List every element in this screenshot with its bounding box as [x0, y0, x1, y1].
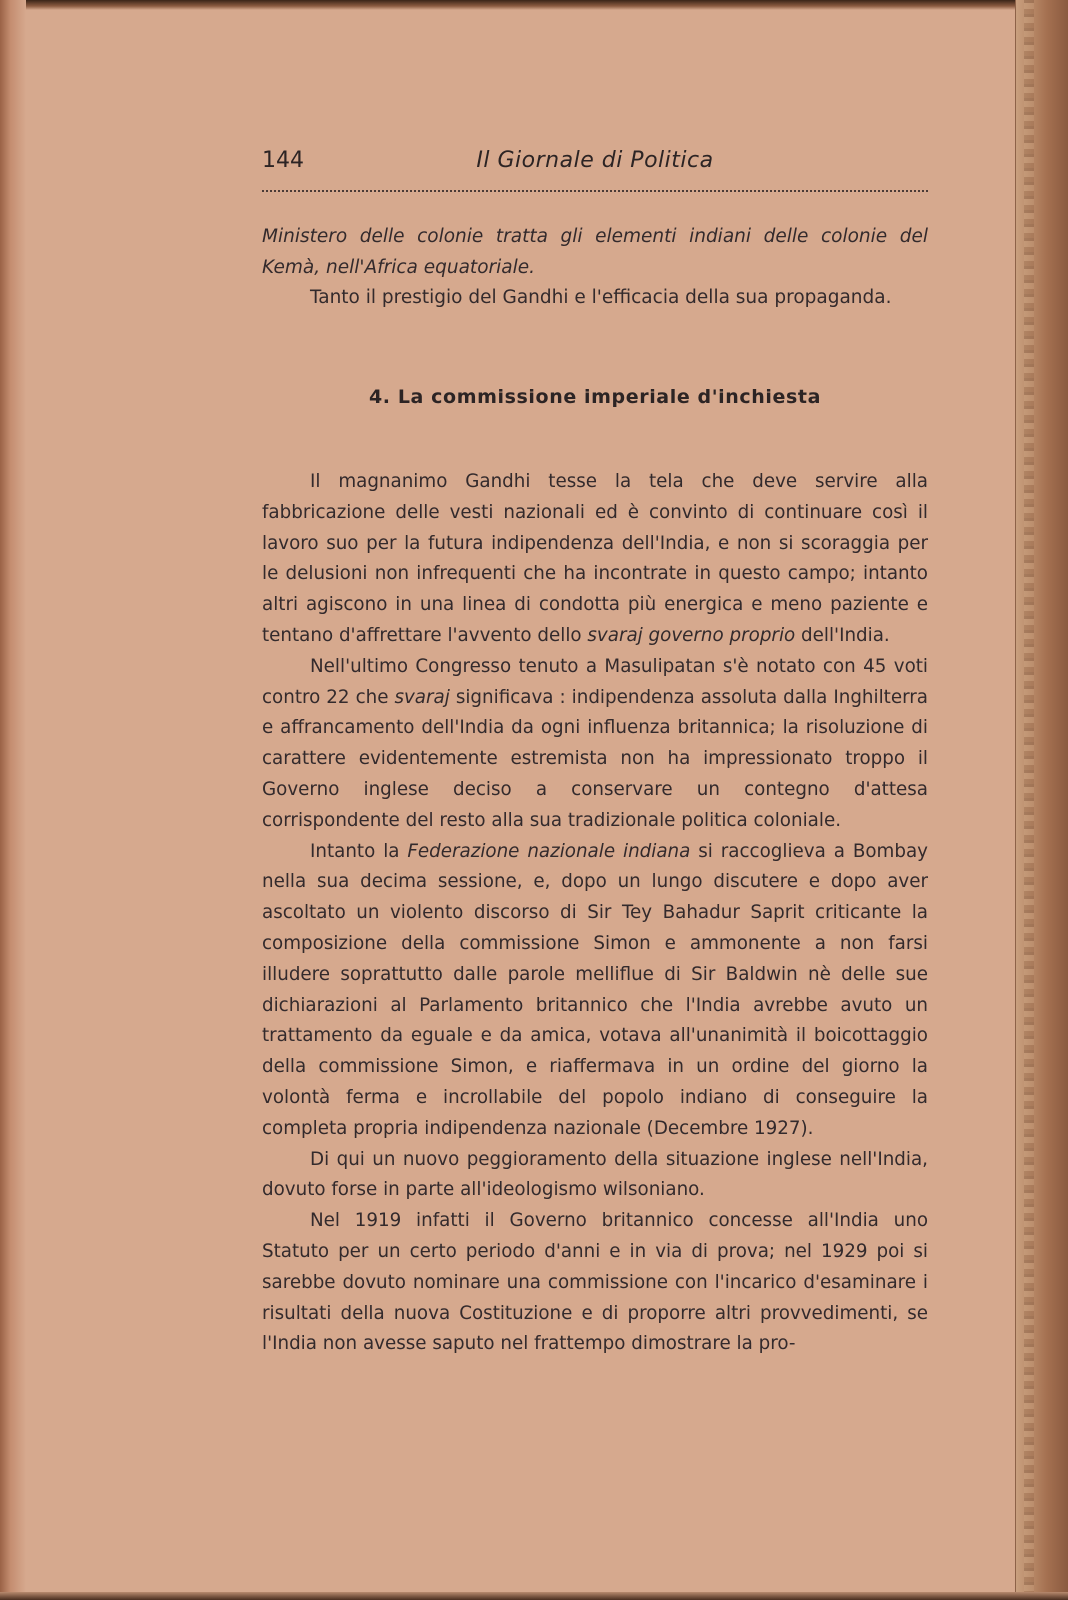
intro-block: [262, 222, 928, 314]
paragraph-3-italic: Federazione nazionale indiana: [407, 840, 691, 862]
section-title: La commissione imperiale d'inchiesta: [397, 386, 821, 408]
page-bottom-edge: [0, 1592, 1068, 1600]
paragraph-1: [262, 467, 928, 652]
paragraph-1-text-a: Il magnanimo Gandhi tesse la tela che deve servire alla fabbricazione delle vesti nazionali ed è convinto di continuare così il lavoro suo per la futura indipendenza dell'India, e non si scoraggia per le delusioni non infrequenti che ha incontrate in questo campo; intanto altri agiscono in una linea di condotta più energica e meno paziente e tentano d'affrettare l'avvento dello: [262, 471, 928, 646]
body-text: [262, 467, 928, 1360]
paragraph-5: Nel 1919 infatti il Governo britannico concesse all'India uno Statuto per un certo periodo d'anni e in via di prova; nel 1929 poi si sarebbe dovuto nominare una commissione con l'incarico d'esaminare i risultati della nuova Costituzione e di proporre altri provvedimenti, se l'India non avesse saputo nel frattempo dimostrare la pro-: [262, 1210, 928, 1355]
section-heading: [262, 386, 928, 408]
page-right-edge: [1015, 0, 1068, 1600]
page-top-edge: [0, 0, 1068, 10]
page-left-edge: [0, 0, 26, 1600]
page-number: 144: [262, 148, 304, 173]
intro-closing-sentence: Tanto il prestigio del Gandhi e l'efficacia della sua propaganda.: [310, 287, 892, 309]
running-title: Il Giornale di Politica: [476, 148, 714, 173]
paragraph-1-italic: svaraj governo proprio: [587, 624, 796, 646]
section-number: 4.: [368, 386, 391, 408]
paragraph-1-text-b: dell'India.: [795, 624, 890, 646]
paragraph-3-text-b: si raccoglieva a Bombay nella sua decima sessione, e, dopo un lungo discutere e dopo aver ascoltato un violento discorso di Sir Tey Bahadur Saprit criticante la composizione della commissione Simon e ammonente a non farsi illudere soprattutto dalle parole melliflue di Sir Baldwin nè delle sue dichiarazioni al Parlamento britannico che l'India avrebbe avuto un trattamento da eguale e da amica, votava all'unanimità il boicottaggio della commissione Simon, e riaffermava in un ordine del giorno la volontà ferma e incrollabile del popolo indiano di conseguire la completa propria indipendenza nazionale (Decembre 1927).: [262, 840, 928, 1139]
paragraph-3-text-a: Intanto la: [310, 840, 408, 862]
paragraph-2: [262, 652, 928, 837]
paragraph-2-text-a: Nell'ultimo Congresso tenuto a Masulipatan s'è notato con 45 voti contro 22 che: [262, 655, 928, 708]
intro-italic-continuation: Ministero delle colonie tratta gli elementi indiani delle colonie del Kemà, nell'Africa equatoriale.: [262, 226, 928, 278]
paragraph-3: [262, 837, 928, 1145]
header-divider: [262, 190, 928, 192]
paragraph-4: Di qui un nuovo peggioramento della situazione inglese nell'India, dovuto forse in parte all'ideologismo wilsoniano.: [262, 1148, 928, 1201]
paragraph-2-text-b: significava : indipendenza assoluta dalla Inghilterra e affrancamento dell'India da ogni influenza britannica; la risoluzione di carattere evidentemente estremista non ha impressionato troppo il Governo inglese deciso a conservare un contegno d'attesa corrispondente del resto alla sua tradizionale politica coloniale.: [262, 686, 928, 831]
paragraph-2-italic: svaraj: [394, 686, 450, 708]
page-header: [262, 148, 928, 188]
